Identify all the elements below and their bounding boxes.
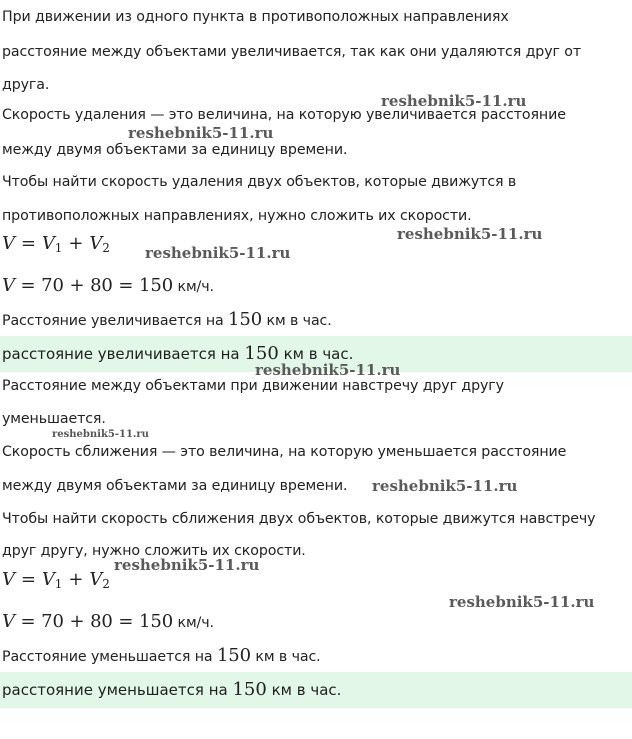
calculation: V = 70 + 80 = 150 км/ч.: [2, 611, 214, 632]
answer-box: [0, 672, 632, 708]
definition-line-2: между двумя объектами за единицу времени.: [2, 478, 348, 494]
formula: $V = V_1 + V_2$: [2, 569, 110, 591]
calculation: V = 70 + 80 = 150 км/ч.: [2, 275, 214, 296]
watermark: reshebnik5-11.ru: [145, 244, 291, 262]
answer-text: расстояние уменьшается на 150 км в час.: [2, 679, 342, 700]
definition-line-2: между двумя объектами за единицу времени.: [2, 142, 348, 158]
result-sentence: Расстояние увеличивается на 150 км в час.: [2, 309, 332, 330]
intro-line-1: Расстояние между объектами при движении навстречу друг другу: [2, 378, 504, 394]
intro-line-2: уменьшается.: [2, 411, 106, 427]
rule-line-2: противоположных направлениях, нужно сложить их скорости.: [2, 208, 472, 224]
watermark: reshebnik5-11.ru: [381, 92, 527, 110]
formula: $V = V_1 + V_2$: [2, 233, 110, 255]
result-sentence: Расстояние уменьшается на 150 км в час.: [2, 645, 321, 666]
watermark: reshebnik5-11.ru: [372, 477, 518, 495]
watermark: reshebnik5-11.ru: [52, 429, 149, 440]
watermark: reshebnik5-11.ru: [449, 593, 595, 611]
definition-line-1: Скорость удаления — это величина, на которую увеличивается расстояние: [2, 107, 566, 123]
definition-line-1: Скорость сближения — это величина, на которую уменьшается расстояние: [2, 444, 567, 460]
intro-line-1: При движении из одного пункта в противоположных направлениях: [2, 9, 509, 25]
watermark: reshebnik5-11.ru: [128, 124, 274, 142]
answer-text: расстояние увеличивается на 150 км в час.: [2, 343, 354, 364]
rule-line-2: друг другу, нужно сложить их скорости.: [2, 543, 306, 559]
watermark: reshebnik5-11.ru: [114, 556, 260, 574]
intro-line-2: расстояние между объектами увеличивается, так как они удаляются друг от: [2, 44, 582, 60]
rule-line-1: Чтобы найти скорость удаления двух объектов, которые движутся в: [2, 174, 517, 190]
intro-line-3: друга.: [2, 77, 50, 93]
rule-line-1: Чтобы найти скорость сближения двух объектов, которые движутся навстречу: [2, 511, 596, 527]
watermark: reshebnik5-11.ru: [397, 225, 543, 243]
watermark: reshebnik5-11.ru: [255, 361, 401, 379]
